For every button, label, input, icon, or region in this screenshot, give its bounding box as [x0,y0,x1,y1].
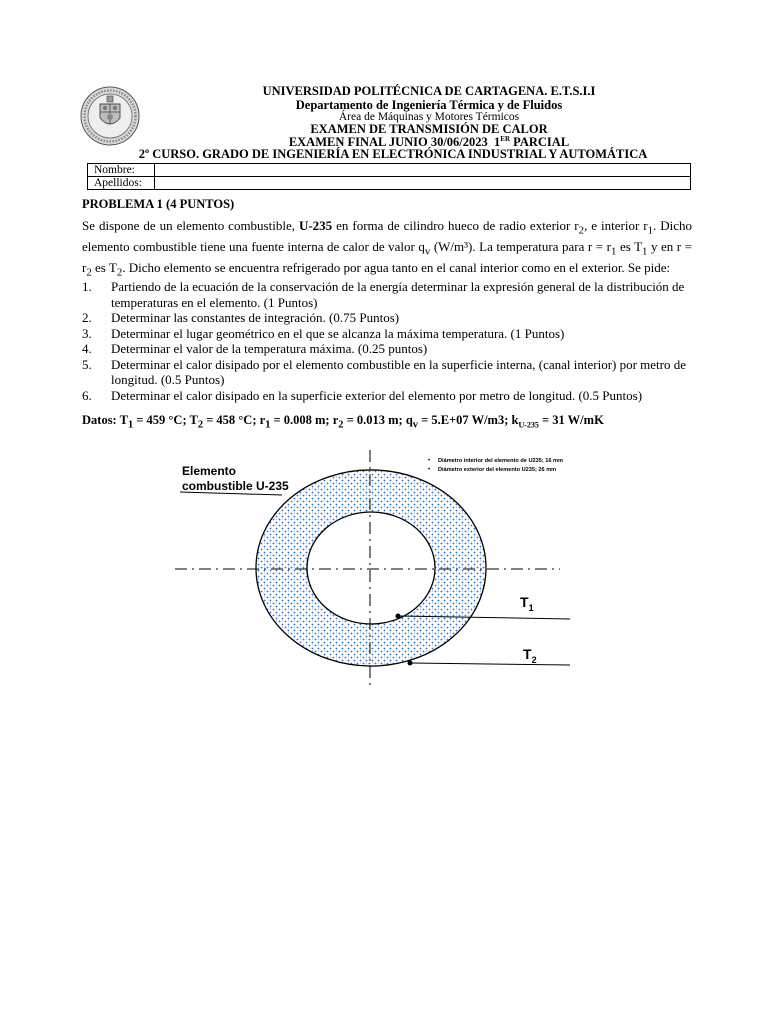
exam-date-line: EXAMEN FINAL JUNIO 30/06/2023 1ER PARCIAL [288,135,570,150]
problem-statement: Se dispone de un elemento combustible, U-235 en forma de cilindro hueco de radio exterior $r_2$, e interior $r_1$. Dicho elemento combustible tiene una fuente interna de calor de valor $q_v$ (W/m³). La temperatura para $r = r_1$ es $T_1$ y en $r = r_2$ es $T_2$. Dicho elemento se encuentra refrigerado por agua tanto en el canal interior como en el exterior. Se pide: [82,218,693,279]
department-name: Departamento de Ingeniería Térmica y de Fluidos [295,98,563,112]
problem-title: PROBLEMA 1 (4 PUNTOS) [82,197,235,211]
course-line: 2º CURSO. GRADO DE INGENIERÍA EN ELECTRÓNICA INDUSTRIAL Y AUTOMÁTICA [138,147,648,161]
nombre-row [88,164,691,177]
task-item: 5. Determinar el calor disipado por el elemento combustible en la superficie interna, (canal interior) por metro de longitud. (0.5 Puntos) [82,356,687,387]
fuel-annulus [256,470,486,666]
fuel-label-line2: combustible U-235 [182,479,289,493]
task-item: 3. Determinar el lugar geométrico en el que se alcanza la máxima temperatura. (1 Puntos) [82,325,565,341]
t2-leader-line [410,663,570,665]
area-name: Área de Máquinas y Motores Térmicos [338,111,520,123]
data-line: Datos: $T_1 = 459$ °C; $T_2 = 458$ °C; $r_1 = 0.008$ m; $r_2 = 0.013$ m; $q_v = 5.E+07$ W/m3; $k_{U-235} = 31$ W/mK [82,413,604,431]
apellidos-field[interactable] [155,177,691,190]
t2-label: $T_2$ [523,646,537,665]
task-item: 4. Determinar el valor de la temperatura máxima. (0.25 puntos) [82,341,428,356]
student-info-table [87,163,691,190]
exam-type: EXAMEN DE TRANSMISIÓN DE CALOR [310,122,548,136]
task-list [82,279,694,403]
note-1: Diámetro interior del elemento de U235; 16 mm [438,458,563,464]
t1-label: $T_1$ [520,594,534,613]
nombre-field[interactable] [155,164,691,177]
apellidos-label: Apellidos: [88,177,155,190]
note-bullet-2: • [428,467,431,473]
note-bullet-1: • [428,458,431,464]
note-2: Diámetro exterior del elemento U235; 26 mm [438,467,557,473]
apellidos-row [88,177,691,190]
nombre-label: Nombre: [88,164,155,177]
university-name: UNIVERSIDAD POLITÉCNICA DE CARTAGENA. E.T.S.I.I [262,84,596,98]
task-item: 2. Determinar las constantes de integración. (0.75 Puntos) [82,310,400,325]
task-item: 1. Partiendo de la ecuación de la conservación de la energía determinar la expresión general de la distribución de temperaturas en el elemento. (1 Puntos) [82,279,685,310]
task-item: 6. Determinar el calor disipado en la superficie exterior del elemento por metro de longitud. (0.5 Puntos) [82,387,643,403]
fuel-label-line1: Elemento [182,464,237,478]
fuel-element-diagram [170,440,600,710]
